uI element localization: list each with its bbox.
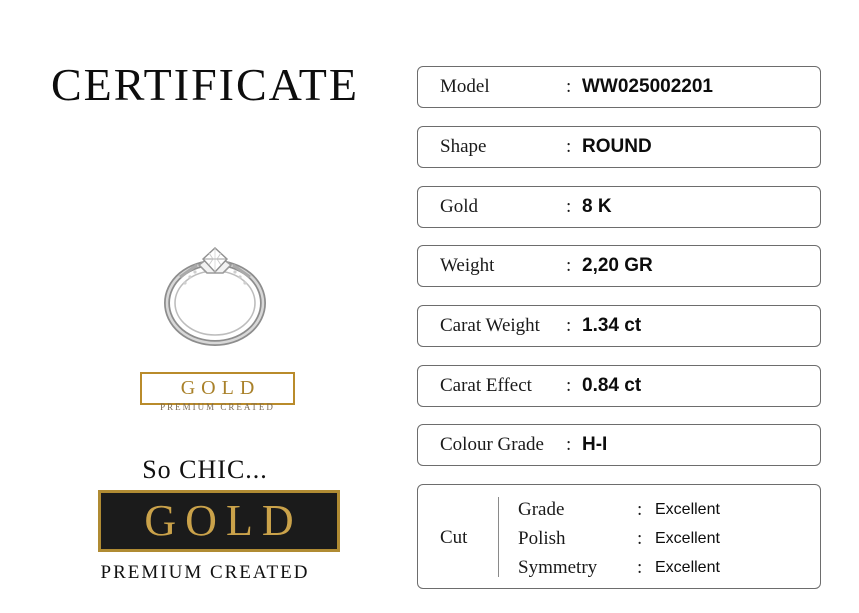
- cut-polish-separator: :: [637, 527, 643, 549]
- field-carat-effect-label: Carat Effect: [440, 375, 532, 396]
- field-model: [417, 66, 821, 108]
- field-carat-weight-label: Carat Weight: [440, 315, 540, 336]
- field-model-label: Model: [440, 76, 490, 97]
- field-weight-label: Weight: [440, 255, 495, 276]
- field-carat-effect: [417, 365, 821, 407]
- field-carat-weight-value: 1.34 ct: [582, 315, 642, 336]
- field-cut-label: Cut: [440, 527, 468, 548]
- gold-big-logo: [98, 490, 340, 552]
- field-shape-separator: :: [566, 136, 572, 157]
- gold-small-logo: [140, 372, 295, 405]
- gold-big-logo-text: GOLD: [144, 496, 303, 545]
- cut-symmetry-label: Symmetry: [518, 556, 598, 578]
- cut-row-grade: [518, 495, 818, 524]
- brand-tagline: So CHIC...: [142, 455, 268, 484]
- ring-illustration: [125, 215, 305, 350]
- field-shape-value: ROUND: [582, 136, 652, 157]
- field-model-value: WW025002201: [582, 76, 713, 97]
- field-carat-effect-value: 0.84 ct: [582, 375, 642, 396]
- cut-row-polish: [518, 524, 818, 553]
- certificate-left-panel: [0, 0, 410, 613]
- field-weight: [417, 245, 821, 287]
- field-colour-grade-label: Colour Grade: [440, 434, 544, 455]
- cut-grade-label: Grade: [518, 498, 565, 520]
- cut-grade-value: Excellent: [655, 500, 720, 518]
- gold-small-logo-text: GOLD: [180, 377, 261, 399]
- cut-rows: [518, 495, 818, 582]
- field-gold-separator: :: [566, 196, 572, 217]
- cut-polish-value: Excellent: [655, 529, 720, 547]
- field-weight-value: 2,20 GR: [582, 255, 653, 276]
- cut-row-symmetry: [518, 553, 818, 582]
- field-gold-value: 8 K: [582, 196, 612, 217]
- field-colour-grade: [417, 424, 821, 466]
- gold-small-logo-subtext: PREMIUM CREATED: [160, 402, 275, 412]
- field-weight-separator: :: [566, 255, 572, 276]
- field-gold-label: Gold: [440, 196, 478, 217]
- field-model-separator: :: [566, 76, 572, 97]
- field-carat-weight: [417, 305, 821, 347]
- field-colour-grade-separator: :: [566, 434, 572, 455]
- field-carat-effect-separator: :: [566, 375, 572, 396]
- page-title: CERTIFICATE: [50, 59, 360, 110]
- cut-polish-label: Polish: [518, 527, 566, 549]
- field-carat-weight-separator: :: [566, 315, 572, 336]
- field-cut: [417, 484, 821, 589]
- field-shape: [417, 126, 821, 168]
- field-colour-grade-value: H-I: [582, 434, 608, 455]
- field-shape-label: Shape: [440, 136, 487, 157]
- cut-grade-separator: :: [637, 498, 643, 520]
- field-gold: [417, 186, 821, 228]
- cut-divider: [498, 497, 499, 577]
- gold-big-logo-subtext: PREMIUM CREATED: [100, 562, 310, 583]
- cut-symmetry-separator: :: [637, 556, 643, 578]
- certificate-details-panel: [417, 0, 827, 613]
- cut-symmetry-value: Excellent: [655, 558, 720, 576]
